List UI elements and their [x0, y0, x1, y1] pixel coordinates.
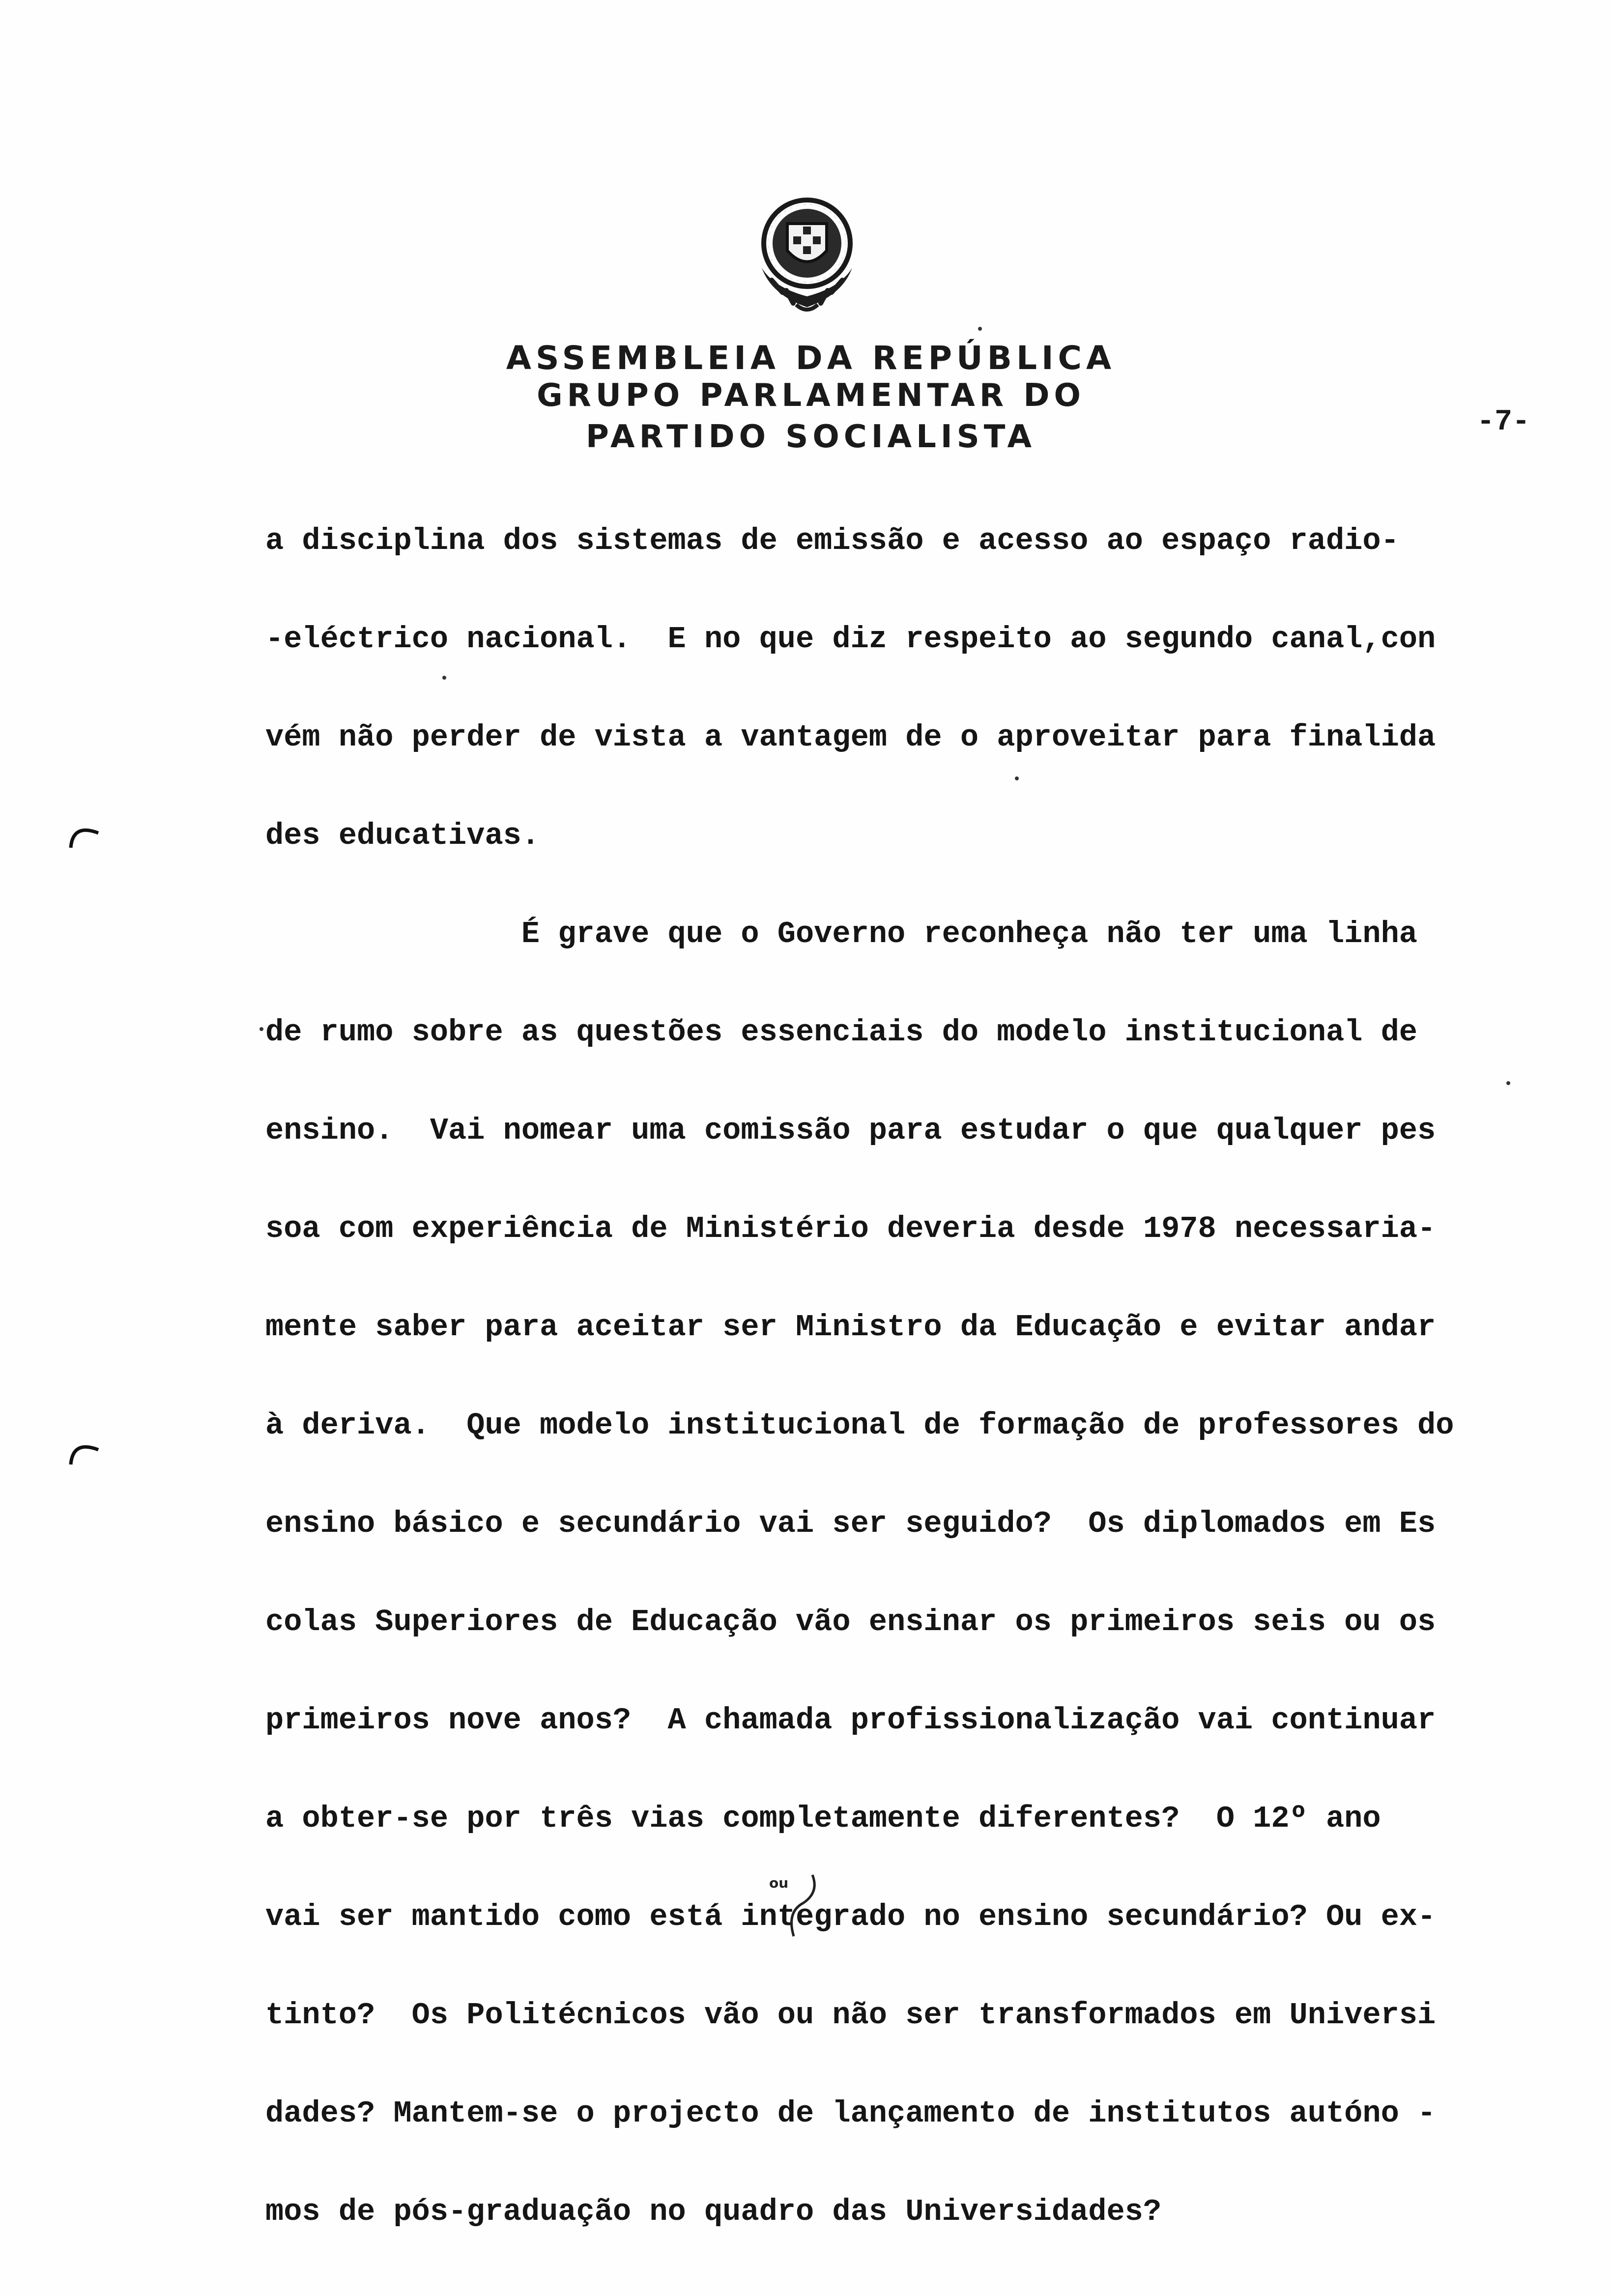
body-line: des educativas. [265, 818, 540, 853]
scan-speck [1015, 776, 1019, 780]
body-line: tinto? Os Politécnicos vão ou não ser transformados em Universi [265, 1998, 1436, 2033]
body-line: mos de pós-graduação no quadro das Universidades? [265, 2194, 1162, 2229]
body-line: a disciplina dos sistemas de emissão e acesso ao espaço radio- [265, 523, 1399, 558]
body-line: colas Superiores de Educação vão ensinar os primeiros seis ou os [265, 1605, 1436, 1639]
scan-speck [1506, 1081, 1510, 1085]
body-line: vém não perder de vista a vantagem de o aproveitar para finalida [265, 720, 1436, 755]
scan-speck [259, 1027, 263, 1031]
scan-speck [978, 327, 982, 331]
handwritten-bracket-icon [774, 1872, 823, 1941]
body-line: dades? Mantem-se o projecto de lançamento de institutos autóno - [265, 2096, 1436, 2131]
letterhead-line-1: ASSEMBLEIA DA REPÚBLICA [506, 339, 1116, 377]
letterhead-line-2: GRUPO PARLAMENTAR DO [537, 377, 1085, 414]
scan-speck [442, 676, 446, 680]
body-line: primeiros nove anos? A chamada profissionalização vai continuar [265, 1703, 1436, 1738]
letterhead-line-3: PARTIDO SOCIALISTA [586, 419, 1036, 455]
body-line: vai ser mantido como está integrado no ensino secundário? Ou ex- [265, 1899, 1436, 1934]
binder-hole-mark-icon [68, 818, 102, 853]
body-line: de rumo sobre as questões essenciais do modelo institucional de [265, 1015, 1417, 1050]
body-line: ensino básico e secundário vai ser seguido? Os diplomados em Es [265, 1506, 1436, 1541]
handwritten-note: ou [769, 1875, 789, 1891]
body-line: mente saber para aceitar ser Ministro da Educação e evitar andar [265, 1310, 1436, 1345]
body-line: a obter-se por três vias completamente diferentes? O 12º ano [265, 1801, 1381, 1836]
coat-of-arms-seal [752, 194, 863, 317]
binder-hole-mark-icon [68, 1435, 102, 1469]
body-line: soa com experiência de Ministério deveria desde 1978 necessaria- [265, 1211, 1436, 1246]
body-line: É grave que o Governo reconheça não ter uma linha [265, 917, 1417, 951]
body-line: ensino. Vai nomear uma comissão para estudar o que qualquer pes [265, 1113, 1436, 1148]
body-line: à deriva. Que modelo institucional de formação de professores do [265, 1408, 1454, 1443]
page-number: -7- [1477, 405, 1530, 439]
body-line: -eléctrico nacional. E no que diz respeito ao segundo canal,con [265, 622, 1436, 657]
